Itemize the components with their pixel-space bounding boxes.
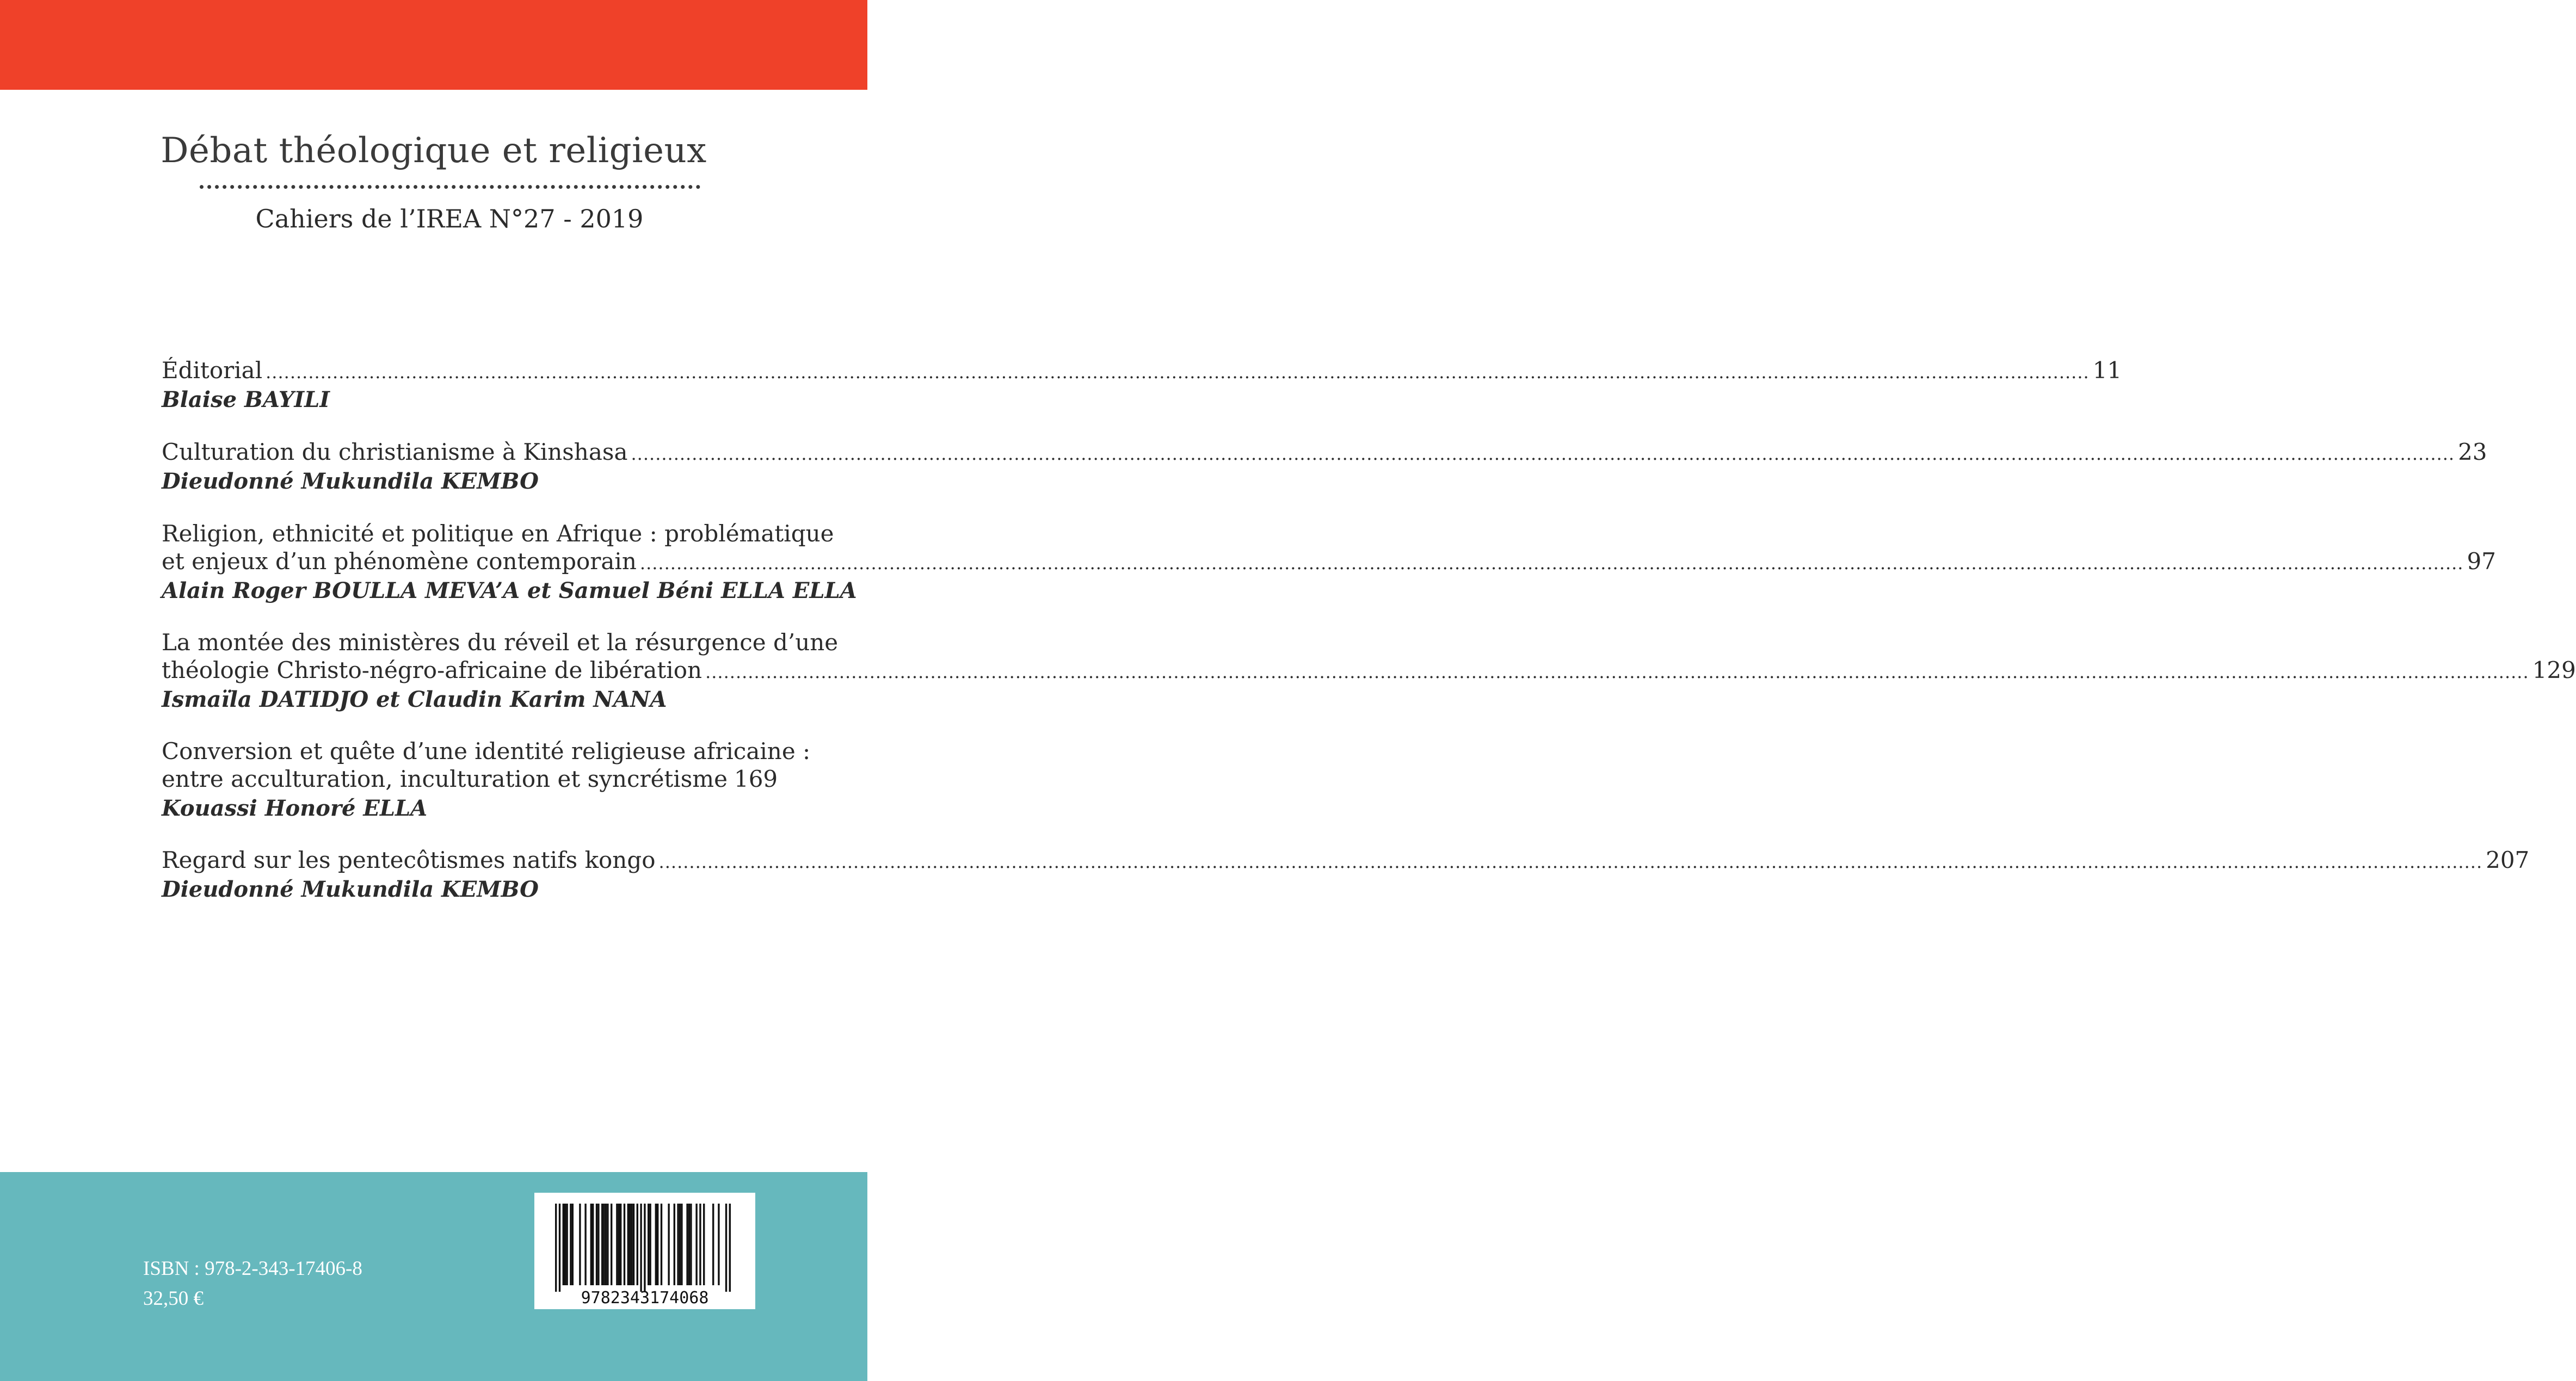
barcode-bar	[648, 1204, 649, 1285]
toc-line	[162, 656, 2576, 686]
barcode-bar	[618, 1204, 620, 1285]
barcode-bar	[657, 1204, 658, 1285]
barcode-bar	[668, 1204, 669, 1285]
toc-line	[162, 846, 2530, 876]
toc-page-number: 23	[2458, 439, 2487, 465]
barcode-bar	[729, 1204, 731, 1292]
barcode-bar	[690, 1204, 692, 1285]
toc-leader: ............................................................................................................................................................................................................................................................................................................	[631, 443, 2455, 464]
barcode-bar	[624, 1204, 625, 1285]
barcode-bar	[605, 1204, 607, 1285]
barcode-bar	[572, 1204, 574, 1285]
toc-title: Religion, ethnicité et politique en Afrique : problématique	[162, 520, 834, 547]
barcode-bar	[620, 1204, 621, 1285]
barcode-bar	[677, 1204, 679, 1285]
toc-author: Dieudonné Mukundila KEMBO	[162, 468, 539, 494]
barcode-bar	[718, 1204, 719, 1285]
barcode-bar	[640, 1204, 642, 1292]
barcode-bar	[555, 1204, 557, 1292]
barcode-bar	[674, 1204, 675, 1285]
toc-leader: ............................................................................................................................................................................................................................................................................................................	[658, 852, 2483, 872]
barcode-bar	[627, 1204, 629, 1285]
barcode-bar	[725, 1204, 727, 1292]
toc-title: Conversion et quête d’une identité religieuse africaine :	[162, 738, 811, 765]
toc-line	[162, 628, 839, 656]
barcode-bar	[563, 1204, 564, 1285]
dotted-divider	[200, 185, 700, 189]
toc-entry-culturation	[162, 438, 2487, 495]
barcode-bar	[607, 1204, 608, 1285]
toc-line	[162, 438, 2487, 468]
barcode-bar	[616, 1204, 618, 1285]
barcode-bar	[603, 1204, 605, 1285]
toc-entry-conversion	[162, 737, 811, 822]
barcode-bar	[631, 1204, 632, 1285]
toc-entry-pentecotismes	[162, 846, 2530, 903]
toc-author: Ismaïla DATIDJO et Claudin Karim NANA	[162, 687, 667, 712]
toc-author: Blaise BAYILI	[162, 387, 330, 412]
toc-page-number: 169	[734, 766, 778, 792]
toc-page-number: 97	[2467, 548, 2496, 575]
barcode-bar	[633, 1204, 634, 1285]
toc-page-number: 207	[2486, 847, 2530, 873]
barcode-bar	[637, 1204, 638, 1285]
barcode-bar	[661, 1204, 662, 1285]
barcode-bar	[688, 1204, 690, 1285]
toc-entry-editorial	[162, 356, 2122, 414]
barcode-bar	[596, 1204, 597, 1285]
barcode-bar	[695, 1204, 697, 1285]
toc-title: entre acculturation, inculturation et syncrétisme	[162, 766, 728, 792]
barcode-bar	[564, 1204, 566, 1285]
barcode-bar	[579, 1204, 581, 1285]
barcode-bar	[644, 1204, 645, 1292]
toc-page-number: 129	[2532, 657, 2576, 683]
toc-page-number: 11	[2092, 357, 2122, 384]
barcode-graphic	[534, 1193, 755, 1309]
barcode-bar	[590, 1204, 592, 1285]
barcode-bar	[679, 1204, 681, 1285]
toc-leader: ............................................................................................................................................................................................................................................................................................................	[639, 553, 2464, 574]
barcode-bar	[681, 1204, 682, 1285]
toc-title: Éditorial	[162, 357, 263, 384]
toc-title: théologie Christo-négro-africaine de libération	[162, 657, 702, 683]
barcode-bar	[601, 1204, 603, 1285]
barcode-bar	[703, 1204, 705, 1285]
toc-title: Culturation du christianisme à Kinshasa	[162, 439, 628, 465]
barcode-bar	[655, 1204, 657, 1285]
toc-title: Regard sur les pentecôtismes natifs kongo	[162, 847, 656, 873]
toc-entry-religion-ethnicite	[162, 520, 2496, 605]
toc-line	[162, 765, 778, 795]
barcode-bar	[712, 1204, 714, 1285]
issue-line: Cahiers de l’IREA N°27 - 2019	[255, 204, 644, 233]
toc-line	[162, 520, 834, 547]
toc-line	[162, 356, 2122, 386]
toc-line	[162, 547, 2496, 577]
series-title: Débat théologique et religieux	[161, 131, 707, 171]
barcode-digits: 9782343174068	[581, 1288, 709, 1308]
barcode-bar	[686, 1204, 688, 1285]
toc-author: Kouassi Honoré ELLA	[162, 796, 428, 821]
barcode-bar	[699, 1204, 701, 1285]
toc-title: et enjeux d’un phénomène contemporain	[162, 548, 637, 575]
top-color-band	[0, 0, 867, 90]
barcode-bar	[629, 1204, 631, 1285]
toc-author: Dieudonné Mukundila KEMBO	[162, 877, 539, 902]
barcode-bar	[559, 1204, 560, 1292]
barcode-bar	[570, 1204, 571, 1285]
toc-author: Alain Roger BOULLA MEVA’A et Samuel Béni ELLA ELLA	[162, 578, 857, 603]
toc-entry-montee-ministeres	[162, 628, 2576, 713]
barcode-bar	[592, 1204, 594, 1285]
barcode	[534, 1193, 755, 1309]
toc-leader: ............................................................................................................................................................................................................................................................................................................	[266, 362, 2090, 383]
barcode-bar	[611, 1204, 612, 1285]
barcode-bar	[566, 1204, 568, 1285]
isbn-text: ISBN : 978-2-343-17406-8	[143, 1257, 362, 1280]
toc-leader: ............................................................................................................................................................................................................................................................................................................	[705, 662, 2529, 682]
barcode-bar	[584, 1204, 586, 1285]
toc-title: La montée des ministères du réveil et la résurgence d’une	[162, 629, 839, 656]
barcode-bar	[597, 1204, 599, 1285]
toc-line	[162, 737, 811, 765]
price-text: 32,50 €	[143, 1287, 204, 1310]
barcode-bar	[649, 1204, 651, 1285]
